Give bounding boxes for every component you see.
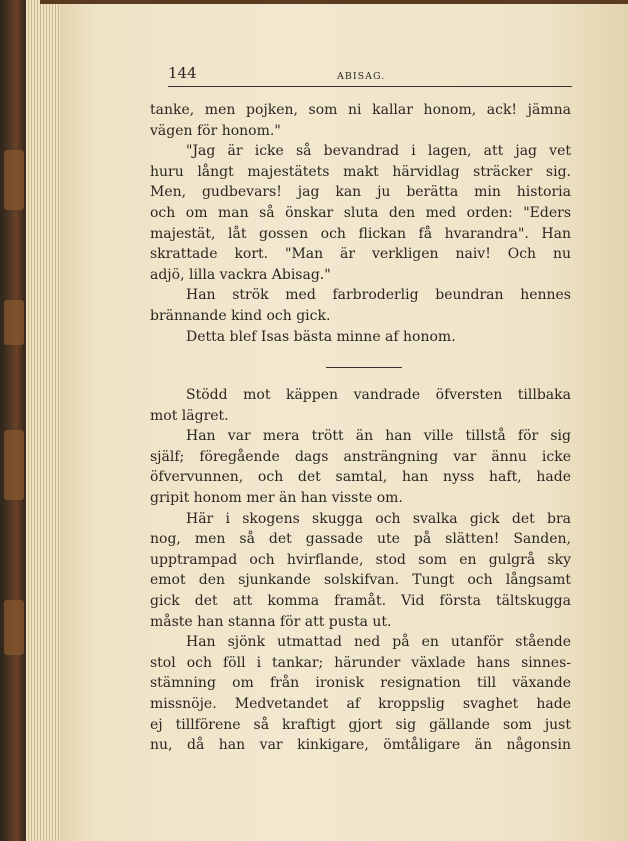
text-line: Detta blef Isas bästa minne af honom. (186, 328, 456, 345)
cover-marbling (4, 600, 24, 655)
page-header (168, 64, 572, 88)
text-line: Här i skogens skugga och svalka gick det bra (186, 510, 571, 527)
text-line: Stödd mot käppen vandrade öfversten tillbaka (186, 387, 571, 403)
text-line: brännande kind och gick. (150, 307, 331, 324)
text-line: stämning om från ironisk resignation till växande (150, 675, 571, 692)
text-line: upptrampad och hvirflande, stod som en gulgrå sky (150, 551, 571, 568)
text-line: adjö, lilla vackra Abisag." (150, 266, 331, 283)
running-title: ABISAG. (337, 71, 386, 82)
text-block-2 (150, 385, 571, 756)
text-line: Han var mera trött än han ville tillstå för sig (186, 428, 571, 445)
text-line: gick det att komma framåt. Vid första tältskugga (150, 592, 571, 609)
text-line: Men, gudbevars! jag kan ju berätta min historia (150, 184, 571, 201)
text-line: vägen för honom." (150, 122, 281, 139)
text-line: majestät, låt gossen och flickan få hvarandra". Han (150, 225, 571, 242)
text-line: och om man så önskar sluta den med orden: "Eders (150, 204, 571, 221)
text-line: måste han stanna för att pusta ut. (150, 613, 392, 630)
text-line: tanke, men pojken, som ni kallar honom, ack! jämna (150, 102, 571, 118)
text-line: öfvervunnen, och det samtal, han nyss haft, hade (150, 469, 571, 486)
text-block-1 (150, 100, 571, 347)
binding-strip (40, 0, 628, 4)
cover-marbling (4, 430, 24, 500)
text-line: nu, då han var kinkigare, ömtåligare än någonsin (150, 737, 571, 754)
text-line: "Jag är icke så bevandrad i lagen, att jag vet (186, 143, 571, 160)
text-line: missnöje. Medvetandet af kroppslig svaghet hade (150, 695, 571, 712)
header-rule (168, 86, 572, 87)
text-line: mot lägret. (150, 407, 229, 424)
text-line: skrattade kort. "Man är verkligen naiv! Och nu (150, 246, 571, 263)
cover-marbling (4, 150, 24, 210)
text-line: Han strök med farbroderlig beundran hennes (186, 287, 571, 304)
cover-marbling (4, 300, 24, 345)
text-line: huru långt majestätets makt härvidlag sträcker sig. (150, 163, 571, 180)
text-line: emot den sjunkande solskifvan. Tungt och långsamt (150, 572, 571, 589)
text-line: själf; föregående dags ansträngning var ännu icke (150, 448, 571, 465)
section-divider (326, 367, 402, 368)
text-line: Han sjönk utmattad ned på en utanför stående (186, 634, 571, 651)
text-line: stol och föll i tankar; härunder växlade hans sinnes- (150, 654, 571, 671)
text-line: gripit honom mer än han visste om. (150, 489, 403, 506)
page-number: 144 (168, 64, 197, 82)
text-line: ej tillförene så kraftigt gjort sig gällande som just (150, 716, 571, 733)
text-line: nog, men så det gassade ute på slätten! Sanden, (150, 531, 571, 548)
